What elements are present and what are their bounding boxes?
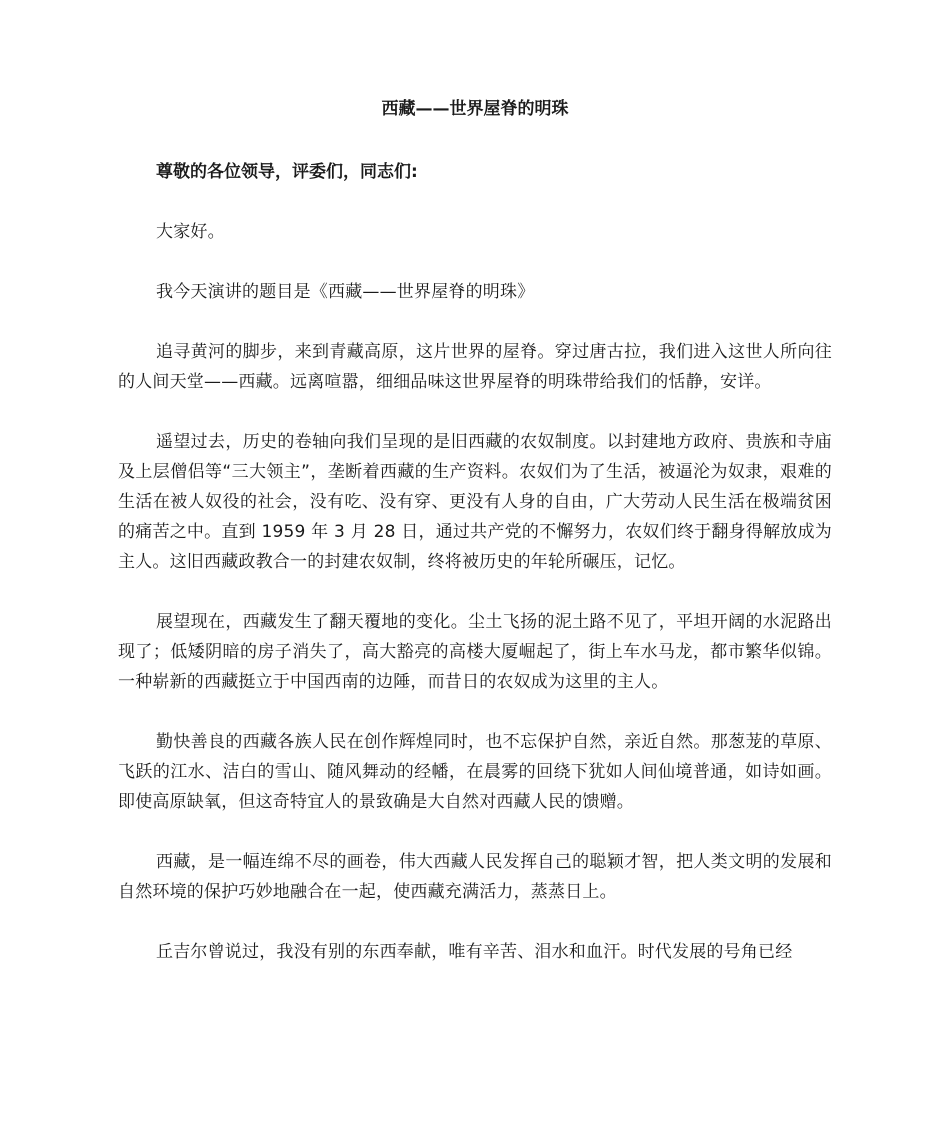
salutation: 尊敬的各位领导，评委们，同志们: bbox=[156, 162, 418, 182]
paragraph-nature: 勤快善良的西藏各族人民在创作辉煌同时，也不忘保护自然，亲近自然。那葱茏的草原、飞跃的江水、洁白的雪山、随风舞动的经幡，在晨雾的回绕下犹如人间仙境普通，如诗如画。即使高原缺氧，但这奇特宜人的景致确是大自然对西藏人民的馈赠。 bbox=[118, 732, 832, 812]
paragraph-present: 展望现在，西藏发生了翻天覆地的变化。尘土飞扬的泥土路不见了，平坦开阔的水泥路出现了；低矮阴暗的房子消失了，高大豁亮的高楼大厦崛起了，街上车水马龙，都市繁华似锦。一种崭新的西藏挺立于中国西南的边陲，而昔日的农奴成为这里的主人。 bbox=[118, 612, 832, 692]
paragraph-greeting: 大家好。 bbox=[156, 222, 225, 242]
paragraph-churchill: 丘吉尔曾说过，我没有别的东西奉献，唯有辛苦、泪水和血汗。时代发展的号角已经 bbox=[156, 942, 793, 962]
paragraph-intro: 追寻黄河的脚步，来到青藏高原，这片世界的屋脊。穿过唐古拉，我们进入这世人所向往的人间天堂——西藏。远离喧嚣，细细品味这世界屋脊的明珠带给我们的恬静，安详。 bbox=[118, 342, 832, 392]
paragraph-scroll: 西藏，是一幅连绵不尽的画卷，伟大西藏人民发挥自己的聪颖才智，把人类文明的发展和自然环境的保护巧妙地融合在一起，使西藏充满活力，蒸蒸日上。 bbox=[118, 852, 832, 902]
paragraph-history: 遥望过去，历史的卷轴向我们呈现的是旧西藏的农奴制度。以封建地方政府、贵族和寺庙及上层僧侣等“三大领主”，垄断着西藏的生产资料。农奴们为了生活，被逼沦为奴隶，艰难的生活在被人奴役的社会，没有吃、没有穿、更没有人身的自由，广大劳动人民生活在极端贫困的痛苦之中。直到 1959 年 3 月 28 日，通过共产党的不懈努力，农奴们终于翻身得解放成为主人。这旧西藏政教合一的封建农奴制，终将被历史的年轮所碾压，记忆。 bbox=[118, 432, 832, 572]
paragraph-topic: 我今天演讲的题目是《西藏——世界屋脊的明珠》 bbox=[156, 282, 535, 302]
document-title: 西藏——世界屋脊的明珠 bbox=[381, 99, 569, 119]
